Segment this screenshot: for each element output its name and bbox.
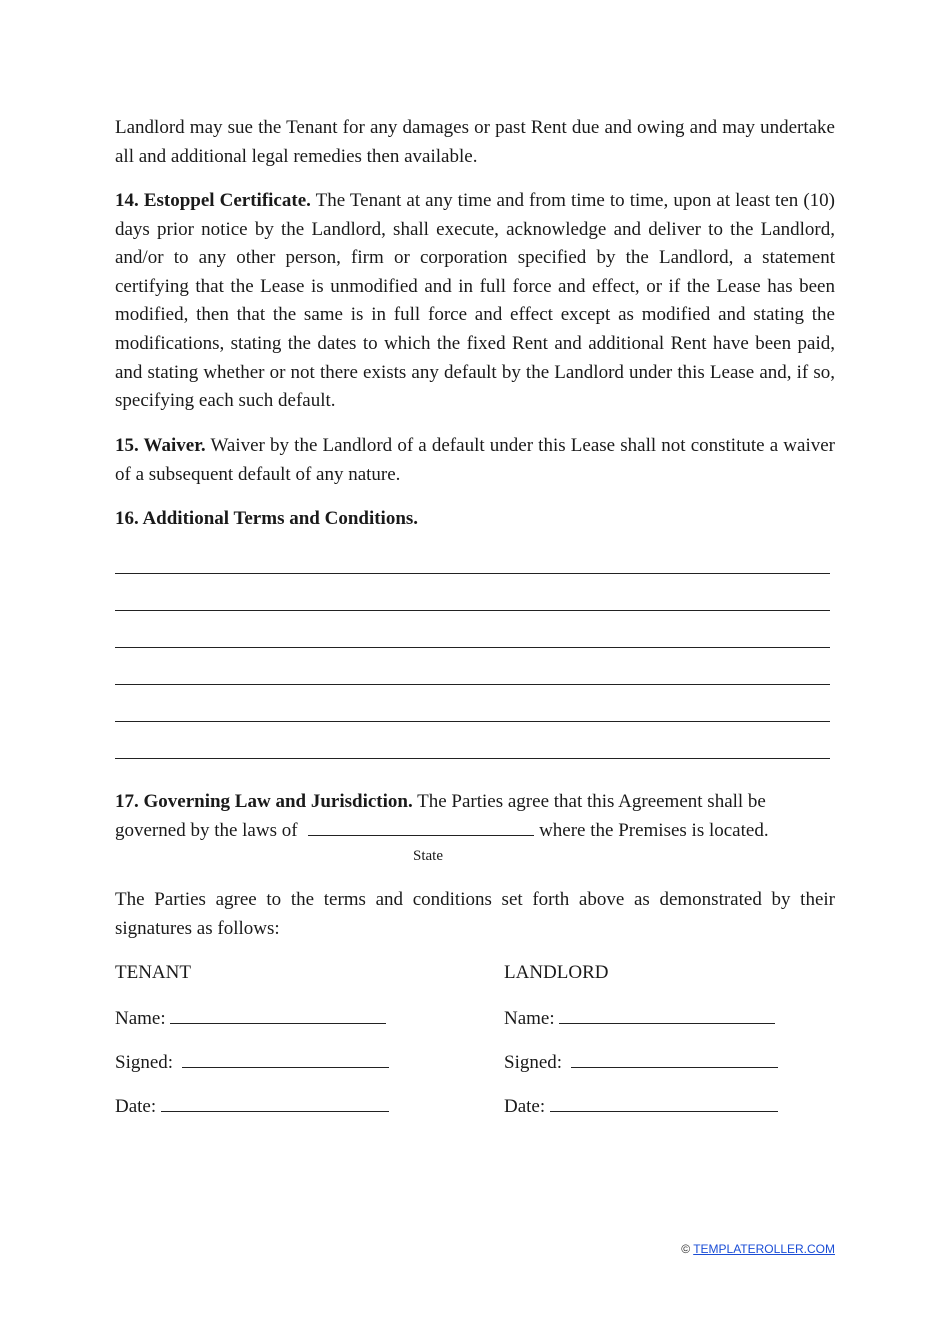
landlord-title: LANDLORD	[504, 962, 609, 983]
intro-paragraph	[115, 114, 835, 171]
section-17-governing-law	[115, 788, 835, 845]
tenant-name-field[interactable]	[170, 1005, 386, 1024]
landlord-date-label: Date:	[504, 1096, 546, 1117]
section-14-body: The Tenant at any time and from time to time, upon at least ten (10) days prior notice by the Landlord, shall execute, acknowledge and deliver to the Landlord, and/or to any other person, firm or corporation specified by the Landlord, a statement certifying that the Lease is unmodified and in full force and effect, or if the Lease has been modified, then that the same is in full force and effect except as modified and stating the modifications, stating the dates to which the fixed Rent and additional Rent have been paid, and stating whether or not there exists any default by the Landlord under this Lease and, if so, specifying each such default.	[115, 190, 836, 412]
state-caption: State	[413, 848, 443, 864]
additional-terms-line-6[interactable]	[115, 758, 830, 759]
tenant-date-row	[115, 1093, 389, 1119]
landlord-name-field[interactable]	[559, 1005, 775, 1024]
additional-terms-line-4[interactable]	[115, 684, 830, 685]
intro-text: Landlord may sue the Tenant for any damages or past Rent due and owing and may undertake all and additional legal remedies then available.	[115, 117, 835, 167]
agreement-paragraph	[115, 886, 835, 943]
agreement-text: The Parties agree to the terms and conditions set forth above as demonstrated by their signatures as follows:	[115, 889, 835, 939]
section-16-additional-terms	[115, 505, 835, 534]
tenant-signed-row	[115, 1049, 389, 1075]
landlord-signed-field[interactable]	[571, 1049, 778, 1068]
section-17-body-after: where the Premises is located.	[534, 819, 769, 841]
section-16-heading: 16. Additional Terms and Conditions.	[115, 508, 419, 529]
tenant-date-field[interactable]	[161, 1093, 389, 1112]
templateroller-link[interactable]: TEMPLATEROLLER.COM	[693, 1242, 835, 1256]
tenant-name-label: Name:	[115, 1008, 166, 1029]
section-17-body-before: The Parties agree that this Agreement shall be governed by the laws of	[115, 791, 766, 841]
landlord-signed-row	[504, 1049, 778, 1075]
section-15-body: Waiver by the Landlord of a default under this Lease shall not constitute a waiver of a subsequent default of any nature.	[115, 435, 835, 485]
state-field[interactable]	[308, 817, 534, 836]
landlord-name-row	[504, 1005, 775, 1031]
tenant-date-label: Date:	[115, 1096, 157, 1117]
additional-terms-line-5[interactable]	[115, 721, 830, 722]
section-14-heading: 14. Estoppel Certificate.	[115, 190, 311, 211]
additional-terms-line-3[interactable]	[115, 647, 830, 648]
section-15-waiver	[115, 432, 835, 489]
copyright-symbol: ©	[681, 1242, 691, 1256]
landlord-date-field[interactable]	[550, 1093, 778, 1112]
tenant-name-row	[115, 1005, 386, 1031]
tenant-title: TENANT	[115, 962, 191, 983]
landlord-signed-label: Signed:	[504, 1052, 563, 1073]
landlord-name-label: Name:	[504, 1008, 555, 1029]
footer	[681, 1242, 835, 1256]
tenant-signed-label: Signed:	[115, 1052, 174, 1073]
section-17-heading: 17. Governing Law and Jurisdiction.	[115, 791, 413, 812]
tenant-signed-field[interactable]	[182, 1049, 389, 1068]
section-15-heading: 15. Waiver.	[115, 435, 206, 456]
additional-terms-line-1[interactable]	[115, 573, 830, 574]
additional-terms-line-2[interactable]	[115, 610, 830, 611]
section-14-estoppel	[115, 187, 835, 416]
landlord-date-row	[504, 1093, 778, 1119]
